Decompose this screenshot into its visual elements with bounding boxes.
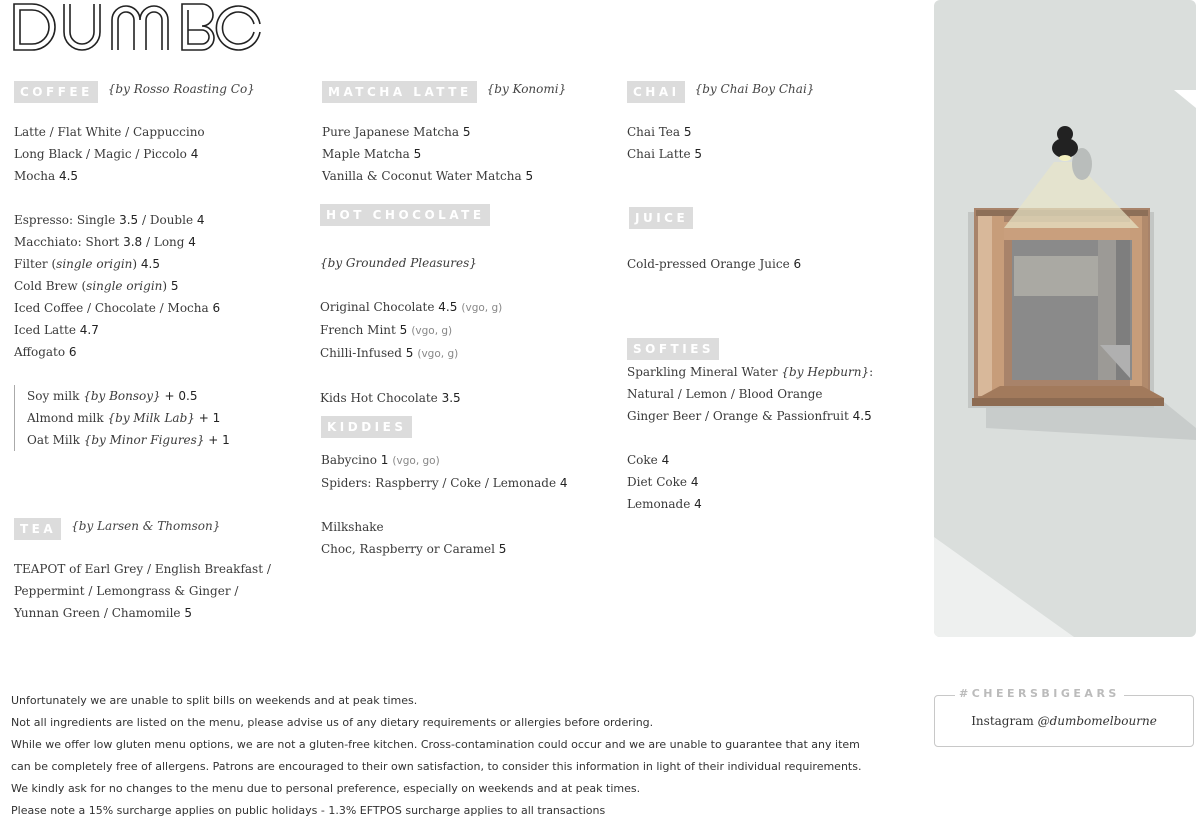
menu-item: Ginger Beer / Orange & Passionfruit 4.5 [627, 409, 872, 423]
menu-item: Natural / Lemon / Blood Orange [627, 387, 823, 401]
kiddies-badge: KIDDIES [321, 416, 412, 438]
hot-chocolate-section [320, 204, 502, 409]
menu-item: Original Chocolate 4.5 (vgo, g) [320, 300, 503, 314]
chai-badge: CHAI [627, 81, 685, 103]
menu-item: Iced Coffee / Chocolate / Mocha 6 [14, 301, 221, 315]
coffee-section [14, 81, 255, 451]
instagram-handle: @dumbomelbourne [1037, 714, 1157, 728]
menu-item: Coke 4 [627, 453, 670, 467]
juice-badge: JUICE [629, 207, 693, 229]
menu-item: Chai Latte 5 [627, 147, 703, 161]
policy-note: can be completely free of allergens. Patrons are encouraged to their own satisfaction, to consider this information in light of their individual requirements. [11, 760, 862, 773]
menu-item: Chilli-Infused 5 (vgo, g) [320, 346, 459, 360]
coffee-badge: COFFEE [14, 81, 98, 103]
matcha-supplier: {by Konomi} [486, 82, 567, 96]
menu-item: Cold-pressed Orange Juice 6 [627, 257, 802, 271]
menu-item: French Mint 5 (vgo, g) [320, 323, 453, 337]
menu-item: Affogato 6 [14, 345, 77, 359]
menu-item: Macchiato: Short 3.8 / Long 4 [14, 235, 196, 249]
menu-item: Cold Brew (single origin) 5 [14, 279, 179, 293]
menu-item: Peppermint / Lemongrass & Ginger / [14, 584, 239, 598]
menu-item: Pure Japanese Matcha 5 [322, 125, 471, 139]
menu-item: Babycino 1 (vgo, go) [321, 453, 440, 467]
chai-section [627, 81, 814, 165]
menu-item: Choc, Raspberry or Caramel 5 [321, 542, 507, 556]
menu-item: Espresso: Single 3.5 / Double 4 [14, 213, 205, 227]
policy-note: Please note a 15% surcharge applies on public holidays - 1.3% EFTPOS surcharge applies to all transactions [11, 804, 606, 817]
policy-note: While we offer low gluten menu options, we are not a gluten-free kitchen. Cross-contamination could occur and we are unable to guarantee that any item [11, 738, 860, 751]
menu-item: Latte / Flat White / Cappuccino [14, 125, 205, 139]
menu-item: Spiders: Raspberry / Coke / Lemonade 4 [321, 476, 568, 490]
menu-item: Chai Tea 5 [627, 125, 692, 139]
window-illustration-panel [934, 0, 1196, 637]
kiddies-section [321, 416, 568, 560]
coffee-supplier: {by Rosso Roasting Co} [107, 82, 255, 96]
menu-item: Lemonade 4 [627, 497, 702, 511]
menu-item: Kids Hot Chocolate 3.5 [320, 391, 461, 405]
menu-item: Vanilla & Coconut Water Matcha 5 [322, 169, 534, 183]
menu-item: Yunnan Green / Chamomile 5 [14, 606, 192, 620]
menu-item: Long Black / Magic / Piccolo 4 [14, 147, 199, 161]
chai-supplier: {by Chai Boy Chai} [694, 82, 815, 96]
softies-section [627, 338, 873, 515]
tea-supplier: {by Larsen & Thomson} [71, 519, 221, 533]
menu-item: Mocha 4.5 [14, 169, 79, 183]
hashtag: #CHEERSBIGEARS [955, 687, 1124, 700]
menu-item: Iced Latte 4.7 [14, 323, 99, 337]
menu-item: Diet Coke 4 [627, 475, 699, 489]
menu-item: Maple Matcha 5 [322, 147, 422, 161]
menu-item: Oat Milk {by Minor Figures} + 1 [27, 433, 230, 447]
menu-item: Milkshake [321, 520, 384, 534]
policy-notes [11, 690, 861, 822]
tea-badge: TEA [14, 518, 61, 540]
tea-section [14, 518, 271, 624]
matcha-badge: MATCHA LATTE [322, 81, 477, 103]
hot-chocolate-badge: HOT CHOCOLATE [320, 204, 490, 226]
supplier-line: {by Grounded Pleasures} [320, 256, 477, 270]
menu-item: TEAPOT of Earl Grey / English Breakfast / [14, 562, 271, 576]
softies-badge: SOFTIES [627, 338, 719, 360]
menu-item: Soy milk {by Bonsoy} + 0.5 [27, 389, 198, 403]
menu-item: Filter (single origin) 4.5 [14, 257, 160, 271]
instagram-line[interactable]: Instagram @dumbomelbourne [971, 714, 1157, 728]
policy-note: Unfortunately we are unable to split bills on weekends and at peak times. [11, 694, 418, 707]
milk-options [14, 385, 255, 451]
coffee-window-illustration [934, 0, 1196, 637]
menu-item: Almond milk {by Milk Lab} + 1 [27, 411, 221, 425]
instagram-box [934, 687, 1194, 747]
dumbo-logo [12, 2, 262, 54]
juice-section [629, 207, 801, 275]
policy-note: Not all ingredients are listed on the menu, please advise us of any dietary requirements or allergies before ordering. [11, 716, 654, 729]
menu-item: Sparkling Mineral Water {by Hepburn}: [627, 365, 874, 379]
policy-note: We kindly ask for no changes to the menu due to personal preference, especially on weekends and at peak times. [11, 782, 641, 795]
matcha-section [322, 81, 566, 187]
